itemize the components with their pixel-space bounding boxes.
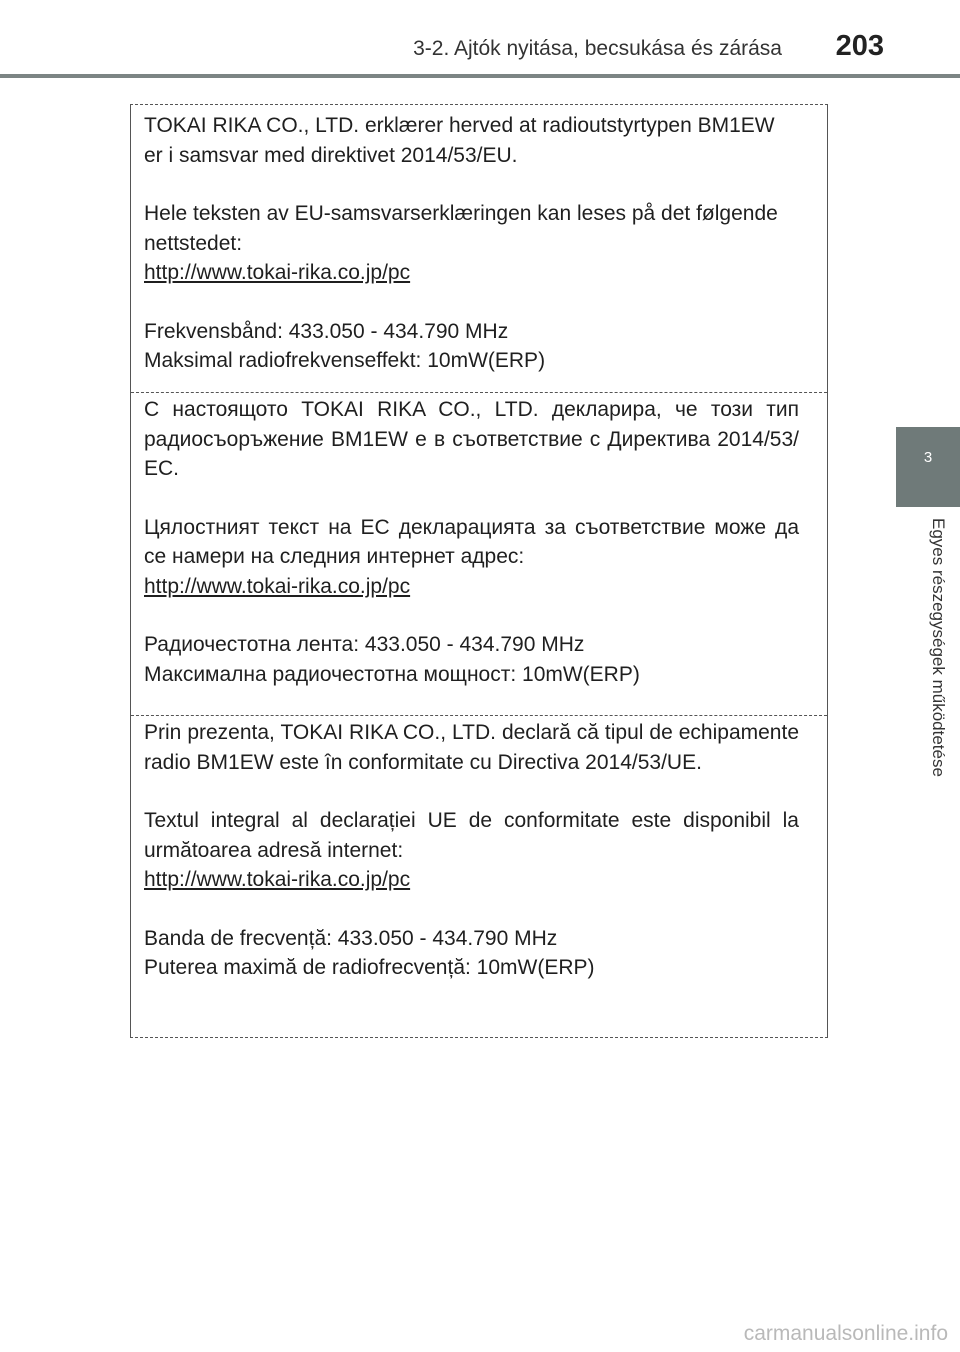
frequency-band: Радиочестотна лента: 433.050 - 434.790 MHz <box>144 633 585 656</box>
max-power: Puterea maximă de radiofrecvență: 10mW(ERP) <box>144 956 595 979</box>
page-number: 203 <box>835 30 884 62</box>
declaration-fulltext-note: Textul integral al declarației UE de conformitate este disponibil la următoarea adresă internet: <box>144 809 799 862</box>
chapter-side-label: Egyes részegységek működtetése <box>929 518 948 777</box>
declaration-box <box>130 104 828 1038</box>
declaration-section-romanian <box>131 715 827 983</box>
declaration-statement: С настоящото TOKAI RIKA CO., LTD. декларира, че този тип радиосъоръжение BM1EW е в съответствие с Директива 2014/53/ЕС. <box>144 398 799 480</box>
declaration-url-link[interactable]: http://www.tokai-rika.co.jp/pc <box>144 868 411 891</box>
chapter-tab-number: 3 <box>923 449 933 466</box>
chapter-title: 3-2. Ajtók nyitása, becsukása és zárása <box>413 37 782 60</box>
declaration-section-norwegian <box>131 111 827 376</box>
declaration-fulltext-note: Hele teksten av EU-samsvarserklæringen kan leses på det følgende nettstedet: <box>144 202 778 255</box>
declaration-statement: Prin prezenta, TOKAI RIKA CO., LTD. declară că tipul de echipamente radio BM1EW este în conformitate cu Directiva 2014/53/UE. <box>144 721 799 774</box>
frequency-band: Banda de frecvență: 433.050 - 434.790 MHz <box>144 926 558 950</box>
page-header <box>0 0 960 80</box>
max-power: Maksimal radiofrekvenseffekt: 10mW(ERP) <box>144 349 546 372</box>
declaration-section-bulgarian <box>131 392 827 689</box>
declaration-url-link[interactable]: http://www.tokai-rika.co.jp/pc <box>144 261 411 284</box>
declaration-url-link[interactable]: http://www.tokai-rika.co.jp/pc <box>144 574 411 598</box>
frequency-band: Frekvensbånd: 433.050 - 434.790 MHz <box>144 319 509 343</box>
declaration-fulltext-note: Цялостният текст на ЕС декларацията за съответствие може да се намери на следния интернет адрес: <box>144 515 799 568</box>
max-power: Максимална радиочестотна мощност: 10mW(ERP) <box>144 662 640 686</box>
chapter-tab <box>896 427 960 507</box>
watermark: carmanualsonline.info <box>743 1322 948 1345</box>
declaration-statement: TOKAI RIKA CO., LTD. erklærer herved at radioutstyrtypen BM1EW er i samsvar med direktivet 2014/53/EU. <box>144 114 775 167</box>
header-divider <box>0 74 960 78</box>
